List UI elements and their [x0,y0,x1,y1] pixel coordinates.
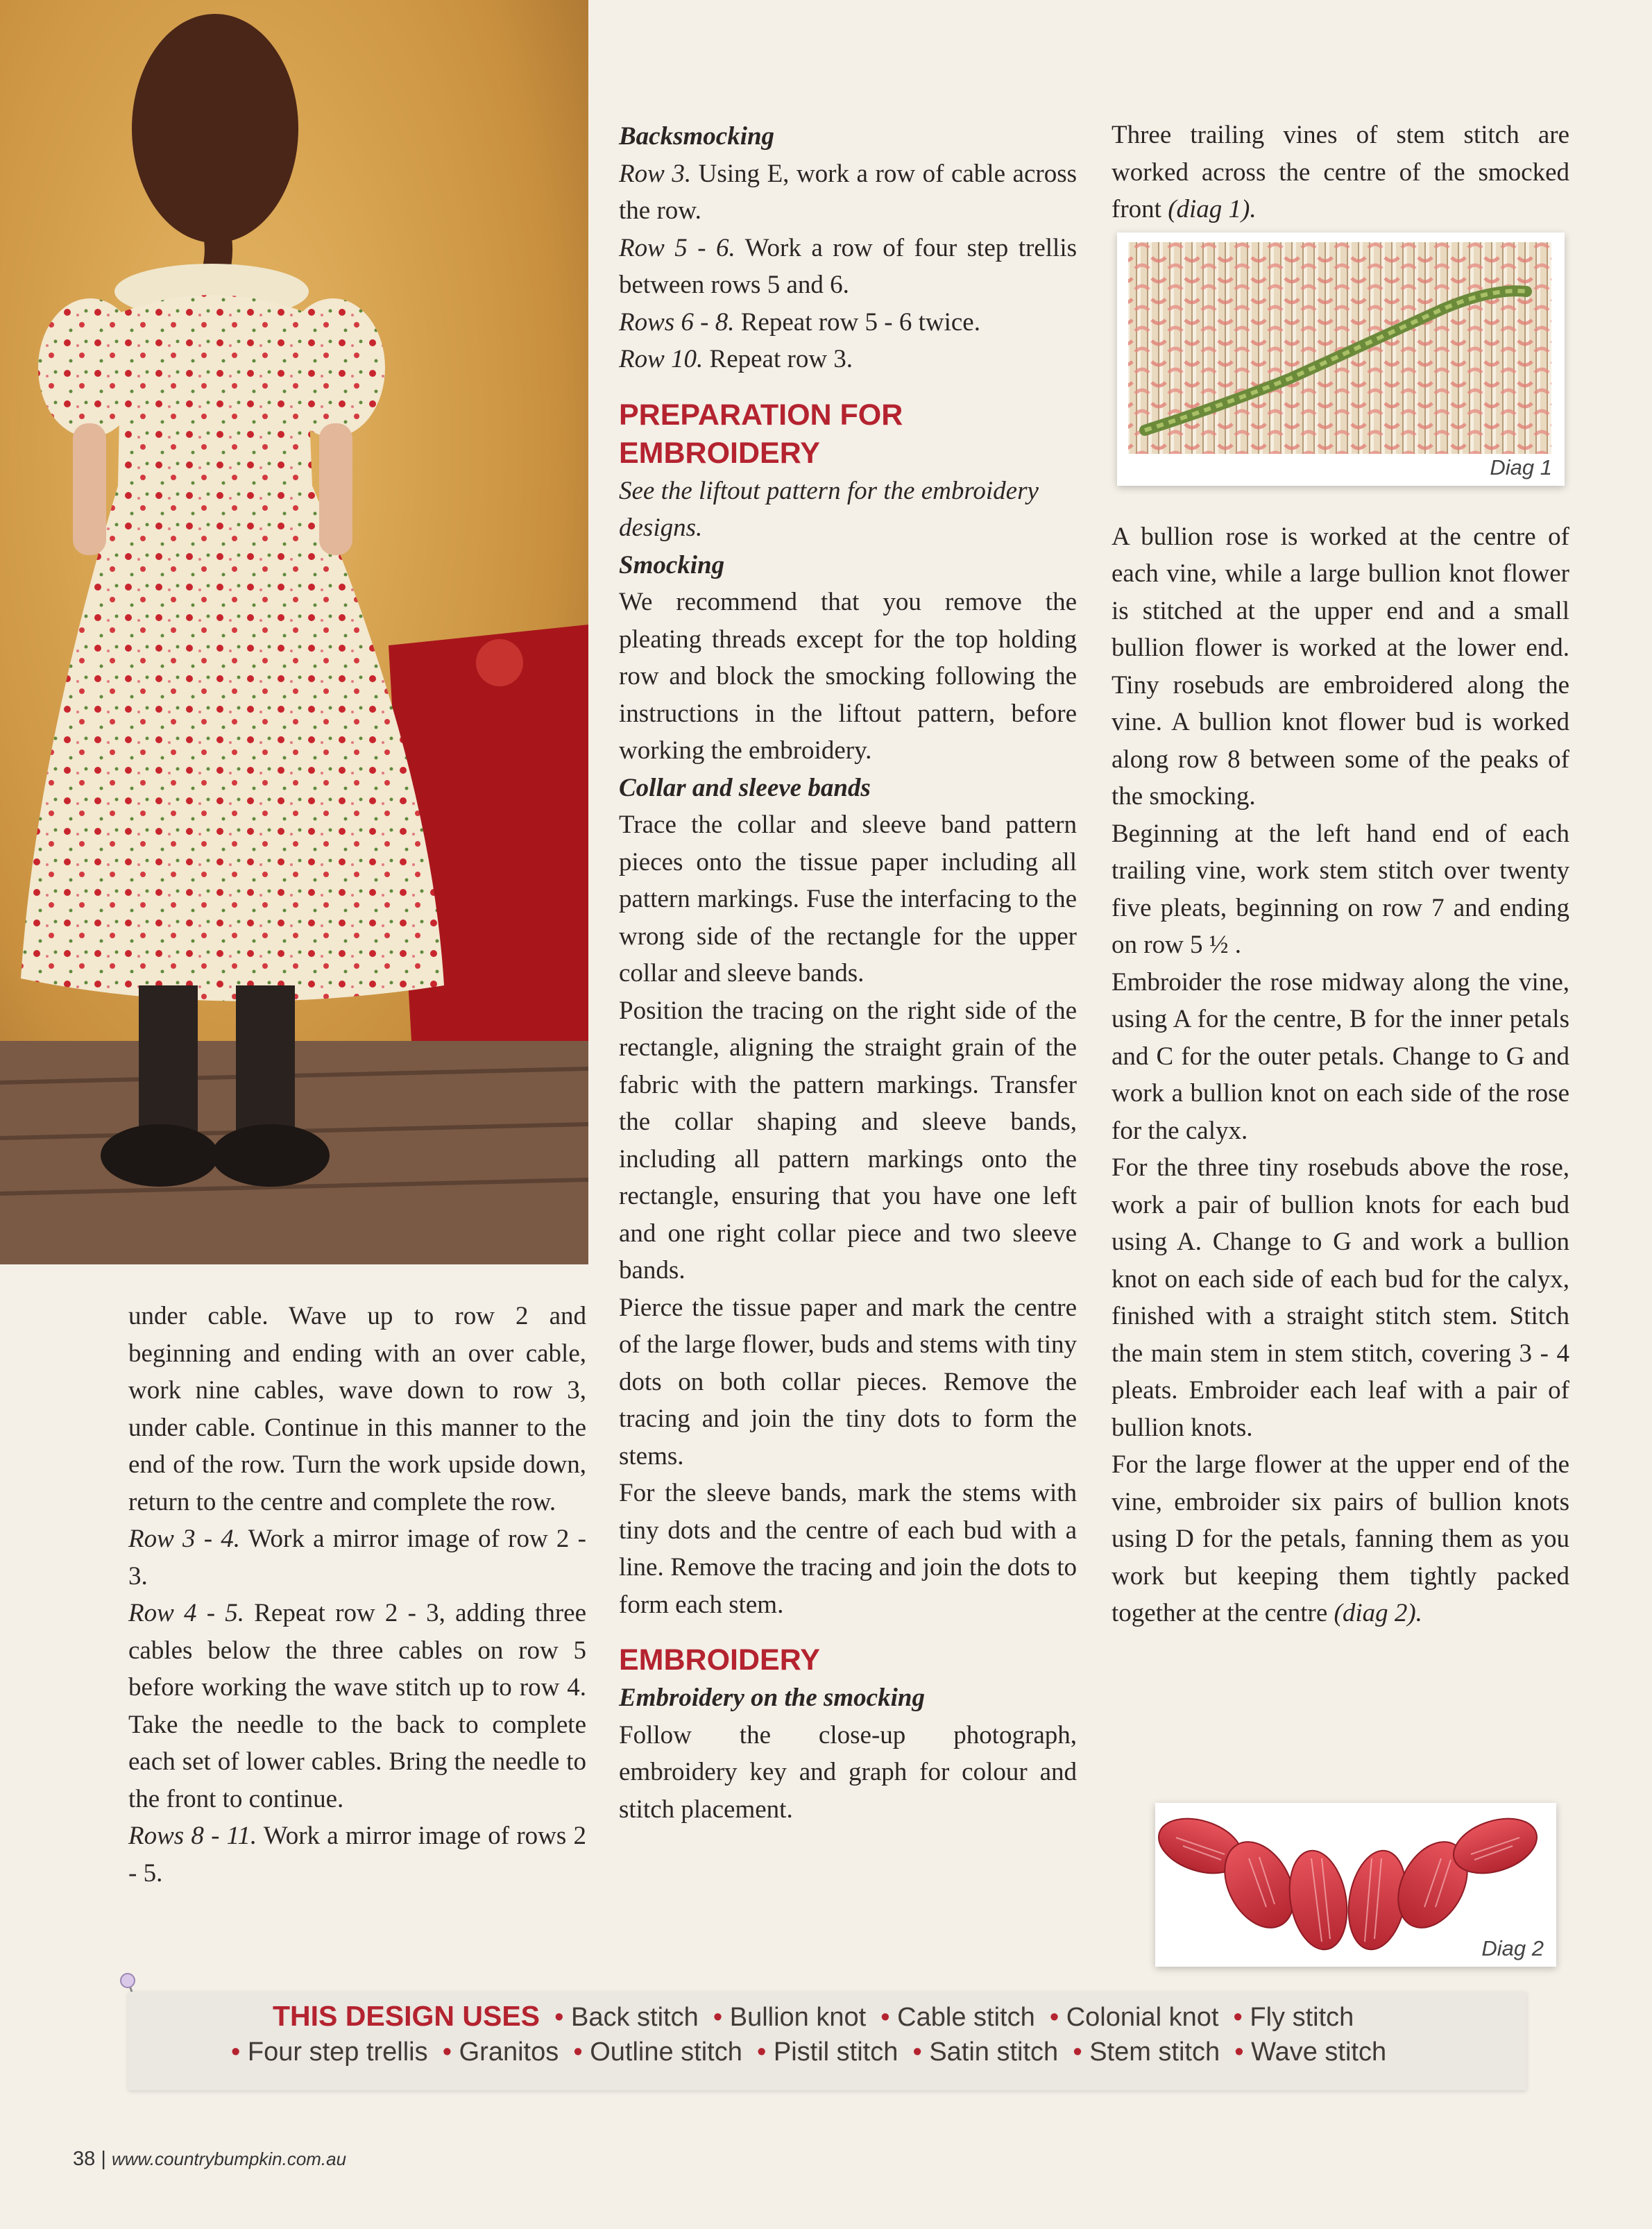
paragraph-bullion-rose: A bullion rose is worked at the centre of each vine, while a large bullion knot flower is stitched at the upper end and a small bullion flower is worked at the lower end. Tiny rosebuds are embroidered along the vine. A bullion knot flower bud is worked along row 8 between some of the peaks of the smocking. [1112,522,1569,811]
paragraph-row-4-5: Row 4 - 5. Repeat row 2 - 3, adding three cables below the three cables on row 5 before working the wave stitch up to row 4. Take the needle to the back to complete each set of lower cables. Bring the needle to the front to continue. [128,1599,586,1813]
paragraph-collar-3: Pierce the tissue paper and mark the centre of the large flower, buds and stems with tiny dots on both collar pieces. Remove the tracing and join the tiny dots to form the stems. [619,1293,1077,1471]
diagram-2-label: Diag 2 [1481,1936,1544,1960]
diagram-2-bullion-flower [1155,1803,1556,1967]
subheading-smocking: Smocking [619,550,725,579]
diagram-1-label: Diag 1 [1490,455,1552,480]
subheading-collar-sleeve: Collar and sleeve bands [619,773,871,802]
stitch-item: Colonial knot [1066,2003,1219,2032]
paragraph-row-3: Row 3. Using E, work a row of cable across the row. [619,159,1078,225]
paragraph-collar-2: Position the tracing on the right side of the rectangle, aligning the straight grain of the fabric with the pattern markings. Transfer the collar shaping and sleeve bands, including all pattern markings onto the rectangle, ensuring that you have one left and one right collar piece and two sleeve bands. [619,996,1077,1285]
design-uses-box [128,1992,1526,2090]
paragraph-collar-4: For the sleeve bands, mark the stems with tiny dots and the centre of each bud with a line. Remove the tracing and join the dots to form each stem. [619,1479,1077,1619]
design-uses-line-1: THIS DESIGN USES • Back stitch • Bullion knot • Cable stitch • Colonial knot • Fly stitch [273,2000,1354,2032]
paragraph-rosebuds: For the three tiny rosebuds above the rose, work a pair of bullion knots for each bud using A. Change to G and work a bullion knot on each side of each bud for the calyx, finished with a straight stitch stem. Stitch the main stem in stem stitch, covering 3 - 4 pleats. Embroider each leaf with a pair of bullion knots. [1112,1153,1569,1442]
stitch-item: Four step trellis [247,2037,428,2067]
paragraph-rows-8-11: Rows 8 - 11. Work a mirror image of rows 2 - 5. [128,1822,586,1888]
paragraph-rose: Embroider the rose midway along the vine, using A for the centre, B for the inner petals and C for the outer petals. Change to G and work a bullion knot on each side of the rose for the calyx. [1112,967,1569,1145]
stitch-item: Back stitch [571,2003,699,2032]
stitch-item: Granitos [459,2037,559,2067]
stitch-item: Satin stitch [929,2037,1059,2067]
paragraph-collar-1: Trace the collar and sleeve band pattern pieces onto the tissue paper including all pattern markings. Fuse the interfacing to the wrong side of the rectangle for the upper collar and sleeve bands. [619,811,1077,988]
heading-preparation: PREPARATION FOR EMBROIDERY [619,398,903,470]
paragraph-stem-stitch: Beginning at the left hand end of each trailing vine, work stem stitch over twenty five pleats, beginning on row 7 and ending on row 5 ½ . [1112,819,1569,959]
footer-separator: | [101,2148,106,2170]
stitch-item: Stem stitch [1089,2037,1220,2067]
paragraph-smocking: We recommend that you remove the pleating threads except for the top holding row and block the smocking following the instructions in the liftout pattern, before working the embroidery. [619,588,1077,765]
design-uses-title: THIS DESIGN USES [273,2000,540,2032]
photo-girl-in-floral-dress [0,0,588,1264]
stitch-item: Fly stitch [1250,2003,1354,2032]
stitch-item: Pistil stitch [773,2037,899,2067]
text-column-1 [128,1298,586,1892]
paragraph-rows-6-8: Rows 6 - 8. Repeat row 5 - 6 twice. [619,307,980,337]
stitch-item: Outline stitch [590,2037,742,2067]
subheading-embroidery-smocking: Embroidery on the smocking [619,1684,925,1712]
subheading-backsmocking: Backsmocking [619,122,775,151]
paragraph-wave-cable: under cable. Wave up to row 2 and beginning and ending with an over cable, work nine cables, wave down to row 3, under cable. Continue in this manner to the end of the row. Turn the work upside down, return to the centre and complete the row. [128,1302,586,1516]
design-uses-line-2: • Four step trellis • Granitos • Outline stitch • Pistil stitch • Satin stitch • Stem stitch • Wave stitch [231,2037,1387,2067]
paragraph-row-5-6: Row 5 - 6. Work a row of four step trellis between rows 5 and 6. [619,233,1077,299]
paragraph-large-flower: For the large flower at the upper end of the vine, embroider six pairs of bullion knots using D for the petals, fanning them as you work but keeping them tightly packed together at the centre (diag 2). [1112,1450,1569,1627]
paragraph-row-3-4: Row 3 - 4. Work a mirror image of row 2 - 3. [128,1525,586,1591]
paragraph-liftout-note: See the liftout pattern for the embroidery designs. [619,476,1039,542]
diagram-1-smocked-vine [1117,232,1565,486]
paragraph-row-10: Row 10. Repeat row 3. [619,345,853,373]
page-number: 38 [73,2148,96,2170]
paragraph-embroidery: Follow the close-up photograph, embroidery key and graph for colour and stitch placement. [619,1720,1077,1824]
footer-url-link[interactable]: www.countrybumpkin.com.au [111,2149,347,2169]
stitch-item: Wave stitch [1251,2037,1387,2067]
text-column-2 [619,118,1077,1828]
paragraph-vines-intro: Three trailing vines of stem stitch are worked across the centre of the smocked front (diag 1). [1112,121,1569,223]
stitch-item: Cable stitch [897,2003,1035,2032]
stitch-item: Bullion knot [729,2003,867,2032]
page-footer [73,2148,346,2171]
heading-embroidery: EMBROIDERY [619,1643,820,1677]
